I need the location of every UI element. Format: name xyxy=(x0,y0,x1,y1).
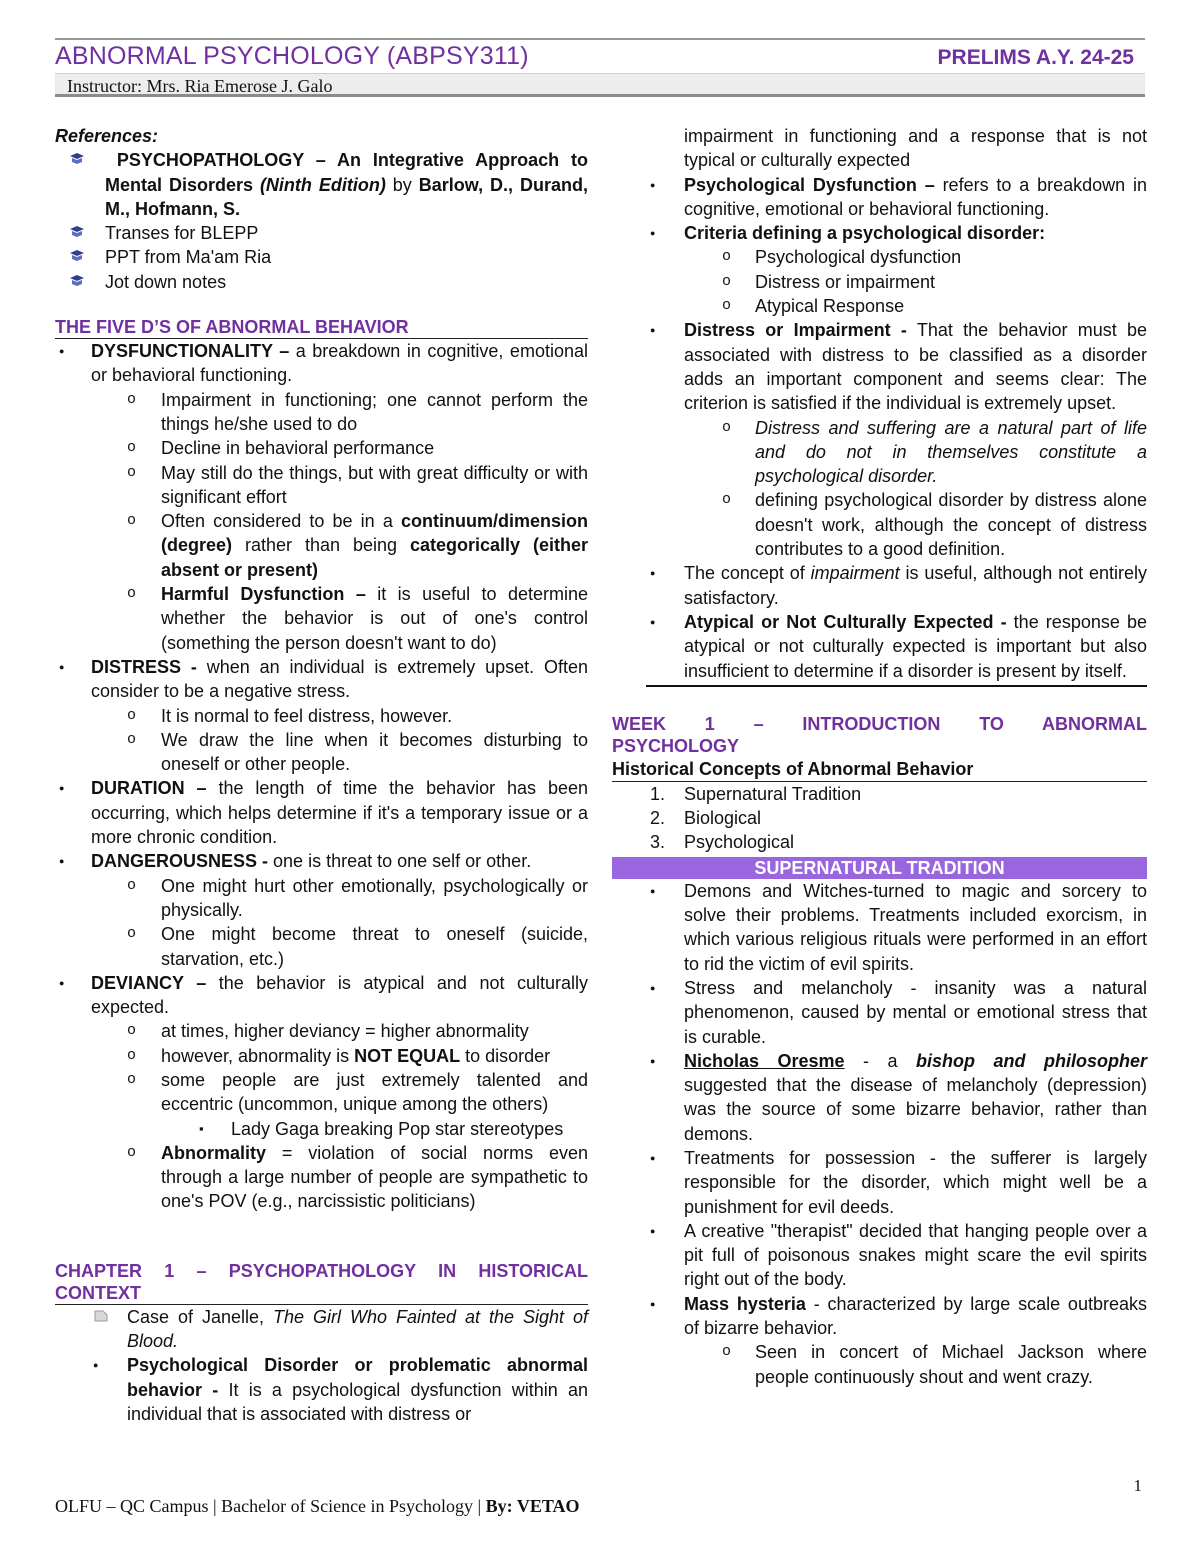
book-icon xyxy=(69,153,85,165)
list-item: ● Criteria defining a psychological disorder: xyxy=(612,221,1147,245)
list-item: ● Treatments for possession - the sufferer is largely responsible for the disorder, which might well be a punishment for evil deeds. xyxy=(612,1146,1147,1219)
list-item: ● DURATION – the length of time the behavior has been occurring, which helps determine if it's a temporary issue or a more chronic condition. xyxy=(55,776,588,849)
list-item: ● Stress and melancholy - insanity was a natural phenomenon, caused by mental or emotional stress that is curable. xyxy=(612,976,1147,1049)
list-item: o One might become threat to oneself (suicide, starvation, etc.) xyxy=(55,922,588,971)
list-item: ● Demons and Witches-turned to magic and sorcery to solve their problems. Treatments included exorcism, in which various religious rituals were performed in an effort to rid the victim of evil spirits. xyxy=(612,879,1147,976)
list-item: ● Psychological Dysfunction – refers to a breakdown in cognitive, emotional or behavioral functioning. xyxy=(612,173,1147,222)
references-label: References: xyxy=(55,126,159,146)
list-item: o Psychological dysfunction xyxy=(612,245,1147,269)
document-icon xyxy=(93,1310,109,1322)
right-column xyxy=(612,124,1147,1389)
subheading-historical-concepts: Historical Concepts of Abnormal Behavior xyxy=(612,757,1147,782)
list-item: ● A creative "therapist" decided that hanging people over a pit full of poisonous snakes might scare the evil spirits right out of the body. xyxy=(612,1219,1147,1292)
list-item: o Distress and suffering are a natural part of life and do not in themselves constitute a psychological disorder. xyxy=(612,416,1147,489)
list-item: o Abnormality = violation of social norms even through a large number of people are sympathetic to one's POV (e.g., narcissistic politicians) xyxy=(55,1141,588,1214)
header-top-rule xyxy=(55,38,1145,40)
list-item: o Atypical Response xyxy=(612,294,1147,318)
list-item: o Harmful Dysfunction – it is useful to determine whether the behavior is out of one's control (something the person doesn't want to do) xyxy=(55,582,588,655)
list-item: ● The concept of impairment is useful, although not entirely satisfactory. xyxy=(612,561,1147,610)
numbered-item: 3. Psychological xyxy=(650,832,795,853)
list-item: ● Distress or Impairment - That the behavior must be associated with distress to be classified as a disorder adds an important component and seems clear: The criterion is satisfied if the individual is extremely upset. xyxy=(612,318,1147,415)
list-item: o defining psychological disorder by distress alone doesn't work, although the concept of distress contributes to a good definition. xyxy=(612,488,1147,561)
section-heading-chapter-1: CHAPTER 1 – PSYCHOPATHOLOGY IN HISTORICAL CONTEXT xyxy=(55,1260,588,1303)
list-item: ● DEVIANCY – the behavior is atypical and not culturally expected. xyxy=(55,971,588,1020)
book-icon xyxy=(69,226,85,238)
list-item: o Impairment in functioning; one cannot perform the things he/she used to do xyxy=(55,388,588,437)
term-label: PRELIMS A.Y. 24-25 xyxy=(937,46,1134,69)
instructor-name: Instructor: Mrs. Ria Emerose J. Galo xyxy=(67,76,333,96)
list-item: o May still do the things, but with great difficulty or with significant effort xyxy=(55,461,588,510)
continued-text: impairment in functioning and a response that is not typical or culturally expected xyxy=(684,126,1147,171)
section-heading-week-1: WEEK 1 – INTRODUCTION TO ABNORMAL PSYCHOLOGY xyxy=(612,713,1147,756)
list-item: o Decline in behavioral performance xyxy=(55,436,588,460)
list-item: ▪ Lady Gaga breaking Pop star stereotypes xyxy=(55,1117,588,1141)
section-band-supernatural: SUPERNATURAL TRADITION xyxy=(612,857,1147,879)
left-column xyxy=(55,124,588,1426)
list-item: o at times, higher deviancy = higher abnormality xyxy=(55,1019,588,1043)
section-heading-five-ds: THE FIVE D’S OF ABNORMAL BEHAVIOR xyxy=(55,316,588,339)
numbered-item: 1. Supernatural Tradition xyxy=(650,783,862,804)
list-item: o We draw the line when it becomes disturbing to oneself or other people. xyxy=(55,728,588,777)
instructor-bar xyxy=(55,73,1145,97)
list-item: ● Atypical or Not Culturally Expected - the response be atypical or not culturally expected is important but also insufficient to determine if a disorder is present by itself. xyxy=(612,610,1147,683)
list-item: o Often considered to be in a continuum/dimension (degree) rather than being categorically (either absent or present) xyxy=(55,509,588,582)
list-item: o Distress or impairment xyxy=(612,270,1147,294)
footer: OLFU – QC Campus | Bachelor of Science in Psychology | By: VETAO xyxy=(55,1496,580,1516)
list-item: ● DANGEROUSNESS - one is threat to one self or other. xyxy=(55,849,588,873)
list-item: ● Psychological Disorder or problematic abnormal behavior - It is a psychological dysfunction within an individual that is associated with distress or xyxy=(55,1353,588,1426)
list-item: o It is normal to feel distress, however. xyxy=(55,704,588,728)
reference-item: Jot down notes xyxy=(55,270,588,294)
list-item: ● Mass hysteria - characterized by large scale outbreaks of bizarre behavior. xyxy=(612,1292,1147,1341)
course-title: ABNORMAL PSYCHOLOGY (ABPSY311) xyxy=(55,42,529,70)
reference-item: Transes for BLEPP xyxy=(55,221,588,245)
list-item: o Seen in concert of Michael Jackson where people continuously shout and went crazy. xyxy=(612,1340,1147,1389)
numbered-item: 2. Biological xyxy=(650,808,762,829)
list-item: ● DYSFUNCTIONALITY – a breakdown in cognitive, emotional or behavioral functioning. xyxy=(55,339,588,388)
list-item: Case of Janelle, The Girl Who Fainted at the Sight of Blood. xyxy=(55,1305,588,1354)
book-icon xyxy=(69,275,85,287)
page-number: 1 xyxy=(1133,1476,1142,1495)
list-item: o One might hurt other emotionally, psychologically or physically. xyxy=(55,874,588,923)
list-item: o however, abnormality is NOT EQUAL to disorder xyxy=(55,1044,588,1068)
reference-item: PPT from Ma'am Ria xyxy=(55,245,588,269)
list-item: ● DISTRESS - when an individual is extremely upset. Often consider to be a negative stress. xyxy=(55,655,588,704)
book-icon xyxy=(69,250,85,262)
list-item: ● Nicholas Oresme - a bishop and philosopher suggested that the disease of melancholy (depression) was the source of some bizarre behavior, rather than demons. xyxy=(612,1049,1147,1146)
reference-item: PSYCHOPATHOLOGY – An Integrative Approach to Mental Disorders (Ninth Edition) by Barlow, D., Durand, M., Hofmann, S. xyxy=(55,148,588,221)
list-item: o some people are just extremely talented and eccentric (uncommon, unique among the others) xyxy=(55,1068,588,1117)
